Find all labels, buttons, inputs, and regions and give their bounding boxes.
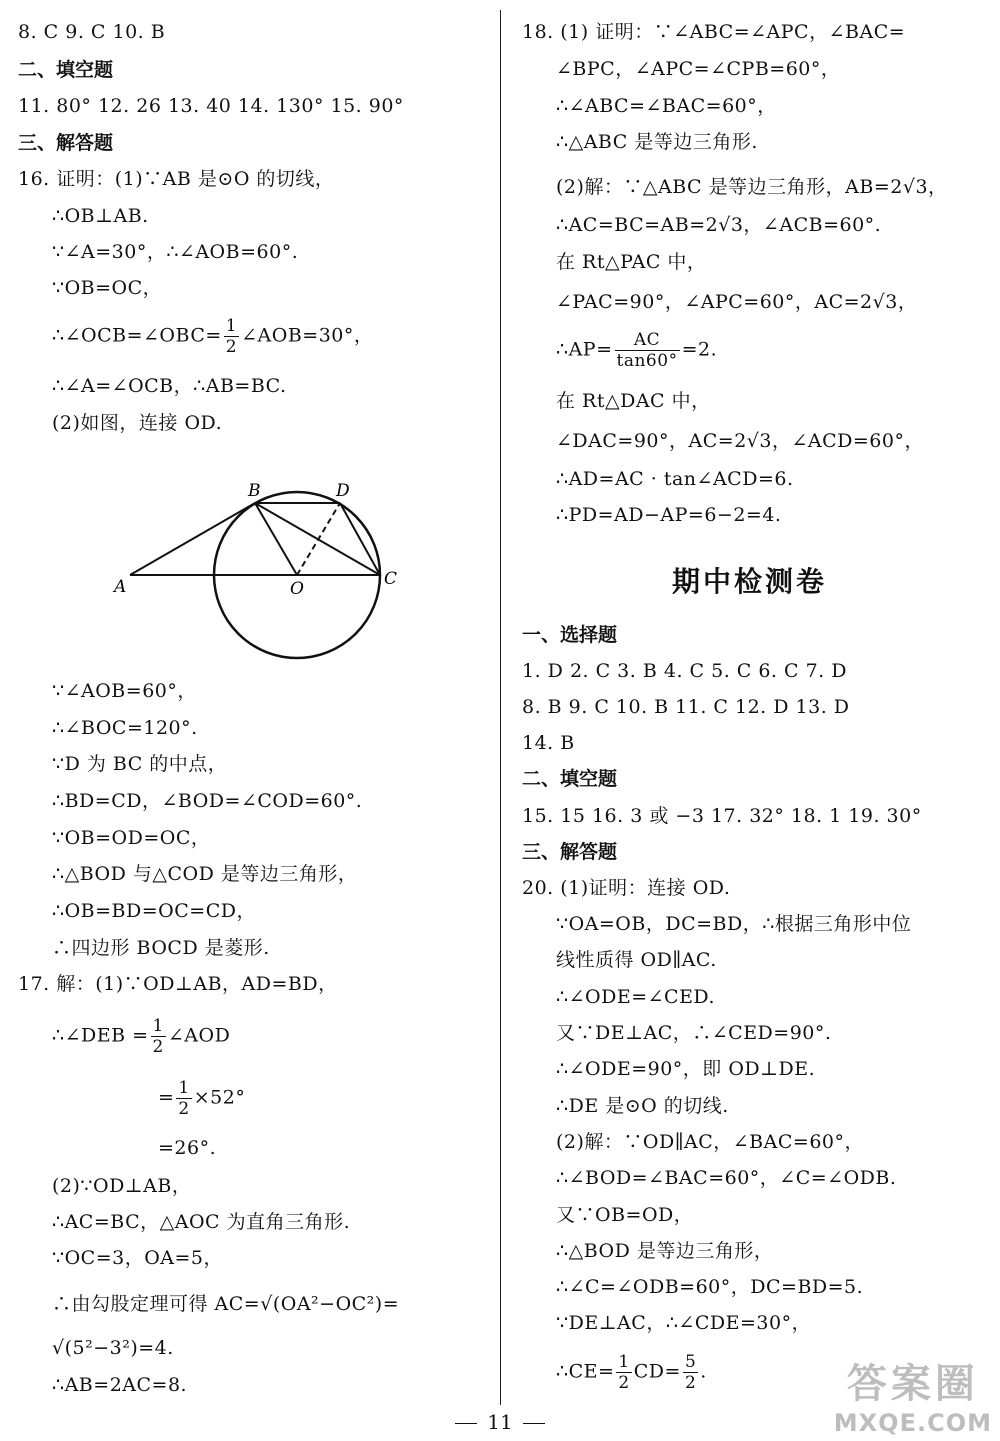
text-segment: ∠AOB=30°， xyxy=(241,324,374,347)
label-d: D xyxy=(336,481,350,501)
answer-line: ∴∠ODE=90°，即 OD⊥DE. xyxy=(556,1058,816,1080)
answer-line: (2)解：∵OD∥AC，∠BAC=60°， xyxy=(556,1131,864,1153)
answer-line: ∴BD=CD，∠BOD=∠COD=60°. xyxy=(52,790,363,812)
text-segment: ∴CE= xyxy=(556,1360,615,1383)
answer-line: ∴∠ABC=∠BAC=60°， xyxy=(556,95,777,117)
text-segment: ∴∠DEB = xyxy=(52,1024,149,1047)
answer-line: ∴OB=BD=OC=CD， xyxy=(52,900,256,922)
answer-line: ∠DAC=90°，AC=2√3，∠ACD=60°， xyxy=(556,430,924,452)
numerator: 5 xyxy=(684,1352,697,1372)
answer-line: ∵D 为 BC 的中点， xyxy=(52,753,228,775)
answer-line: =26°. xyxy=(158,1137,217,1159)
section-title: 期中检测卷 xyxy=(672,565,828,598)
answer-line: ∴AC=BC，△AOC 为直角三角形. xyxy=(52,1211,351,1233)
answer-line: 16. 证明：(1)∵AB 是⊙O 的切线， xyxy=(18,168,335,190)
text-segment: ×52° xyxy=(193,1086,246,1109)
answer-line: 20. (1)证明：连接 OD. xyxy=(522,877,731,899)
numerator: 1 xyxy=(152,1016,164,1036)
answer-line: ∵OB=OC， xyxy=(52,277,163,299)
page-number-dash xyxy=(523,1423,545,1424)
text-segment: =2. xyxy=(681,338,718,361)
answer-line: ∴∠ODE=∠CED. xyxy=(556,986,716,1008)
denominator: 2 xyxy=(225,337,238,357)
answer-line: 又∵DE⊥AC，∴∠CED=90°. xyxy=(556,1022,832,1044)
answer-line: √(5²−3²)=4. xyxy=(52,1337,174,1359)
answer-line: 1. D 2. C 3. B 4. C 5. C 6. C 7. D xyxy=(522,660,847,682)
segment-od-dashed xyxy=(297,503,340,575)
text-segment: = xyxy=(158,1086,175,1109)
answer-line: ∴OB⊥AB. xyxy=(52,205,149,227)
answer-line: ∴△BOD 与△COD 是等边三角形， xyxy=(52,863,358,885)
answer-line: 线性质得 OD∥AC. xyxy=(556,949,717,971)
fraction xyxy=(176,1078,191,1119)
answer-line: ∴∠A=∠OCB，∴AB=BC. xyxy=(52,375,287,397)
answer-line: ∵OB=OD=OC， xyxy=(52,827,211,849)
fraction xyxy=(615,330,680,371)
answer-line: ∴由勾股定理可得 AC=√(OA²−OC²)= xyxy=(52,1293,400,1315)
geometry-figure xyxy=(112,470,402,670)
text-segment: ∴∠OCB=∠OBC= xyxy=(52,324,222,347)
answer-line: ∴∠BOC=120°. xyxy=(52,717,198,739)
section-heading: 二、填空题 xyxy=(18,59,114,81)
answer-line: ∵∠AOB=60°， xyxy=(52,680,197,702)
answer-line: 14. B xyxy=(522,732,575,754)
fraction xyxy=(616,1352,631,1393)
denominator: 2 xyxy=(618,1373,630,1393)
answer-line: 在 Rt△DAC 中， xyxy=(556,390,711,412)
page-number-dash xyxy=(455,1423,477,1424)
section-heading: 一、选择题 xyxy=(522,624,618,646)
answer-line: ∴∠C=∠ODB=60°，DC=BD=5. xyxy=(556,1276,864,1298)
answer-line: ∴∠BOD=∠BAC=60°，∠C=∠ODB. xyxy=(556,1167,897,1189)
fraction xyxy=(151,1016,166,1057)
fraction xyxy=(224,316,239,357)
answer-line: 15. 15 16. 3 或 −3 17. 32° 18. 1 19. 30° xyxy=(522,805,922,827)
answer-line: 8. C 9. C 10. B xyxy=(18,21,166,43)
denominator: 2 xyxy=(178,1099,190,1119)
denominator: tan60° xyxy=(616,351,678,371)
denominator: 2 xyxy=(152,1037,164,1057)
label-b: B xyxy=(248,481,261,501)
answer-line: (2)∵OD⊥AB， xyxy=(52,1175,192,1197)
answer-line: 18. (1) 证明：∵∠ABC=∠APC，∠BAC= xyxy=(522,21,906,43)
column-divider xyxy=(500,10,501,1405)
answer-line: ∵OA=OB，DC=BD，∴根据三角形中位 xyxy=(556,913,912,935)
denominator: 2 xyxy=(684,1373,697,1393)
answer-line: 17. 解：(1)∵OD⊥AB，AD=BD， xyxy=(18,973,338,995)
text-segment: CD= xyxy=(633,1360,681,1383)
watermark-url: MXQE.COM xyxy=(833,1409,992,1437)
answer-line xyxy=(52,1016,230,1057)
answer-line: 又∵OB=OD， xyxy=(556,1204,694,1226)
answer-line: ∴△ABC 是等边三角形. xyxy=(556,131,758,153)
page-number-text: 11 xyxy=(487,1410,513,1434)
numerator: AC xyxy=(615,330,680,351)
answer-line: ∴△BOD 是等边三角形， xyxy=(556,1240,774,1262)
answer-line: ∴AD=AC · tan∠ACD=6. xyxy=(556,468,794,490)
watermark-logo xyxy=(834,1352,992,1437)
label-o: O xyxy=(290,579,304,599)
answer-line: ∴AB=2AC=8. xyxy=(52,1374,188,1396)
answer-line: ∴PD=AD−AP=6−2=4. xyxy=(556,504,782,526)
text-segment: ∴AP= xyxy=(556,338,613,361)
section-heading: 三、解答题 xyxy=(18,132,114,154)
watermark-text: 答案圈 xyxy=(846,1361,979,1407)
numerator: 1 xyxy=(178,1078,190,1098)
numerator: 1 xyxy=(225,316,238,336)
answer-line xyxy=(158,1078,245,1119)
segment-bo xyxy=(255,503,297,575)
answer-line: ∴四边形 BOCD 是菱形. xyxy=(52,937,270,959)
answer-line: 11. 80° 12. 26 13. 40 14. 130° 15. 90° xyxy=(18,95,404,117)
segment-ab xyxy=(130,503,255,575)
section-heading: 二、填空题 xyxy=(522,768,618,790)
answer-line xyxy=(556,1352,707,1393)
section-heading: 三、解答题 xyxy=(522,841,618,863)
answer-line: ∠PAC=90°，∠APC=60°，AC=2√3， xyxy=(556,291,918,313)
answer-line: ∴AC=BC=AB=2√3，∠ACB=60°. xyxy=(556,214,882,236)
answer-line xyxy=(556,330,717,371)
fraction xyxy=(683,1352,698,1393)
text-segment: . xyxy=(700,1360,707,1383)
text-segment: ∠AOD xyxy=(167,1024,231,1047)
answer-line: 在 Rt△PAC 中， xyxy=(556,251,707,273)
answer-line: ∵∠A=30°，∴∠AOB=60°. xyxy=(52,241,299,263)
answer-line: ∠BPC，∠APC=∠CPB=60°， xyxy=(556,58,841,80)
answer-line: ∵DE⊥AC，∴∠CDE=30°， xyxy=(556,1312,812,1334)
answer-line: ∵OC=3，OA=5， xyxy=(52,1247,224,1269)
label-a: A xyxy=(114,577,127,597)
answer-line xyxy=(52,316,373,357)
answer-line: (2)解：∵△ABC 是等边三角形，AB=2√3， xyxy=(556,176,948,198)
numerator: 1 xyxy=(618,1352,630,1372)
answer-line: (2)如图，连接 OD. xyxy=(52,412,223,434)
answer-line: ∴DE 是⊙O 的切线. xyxy=(556,1095,729,1117)
answer-line: 8. B 9. C 10. B 11. C 12. D 13. D xyxy=(522,696,850,718)
label-c: C xyxy=(384,569,398,589)
